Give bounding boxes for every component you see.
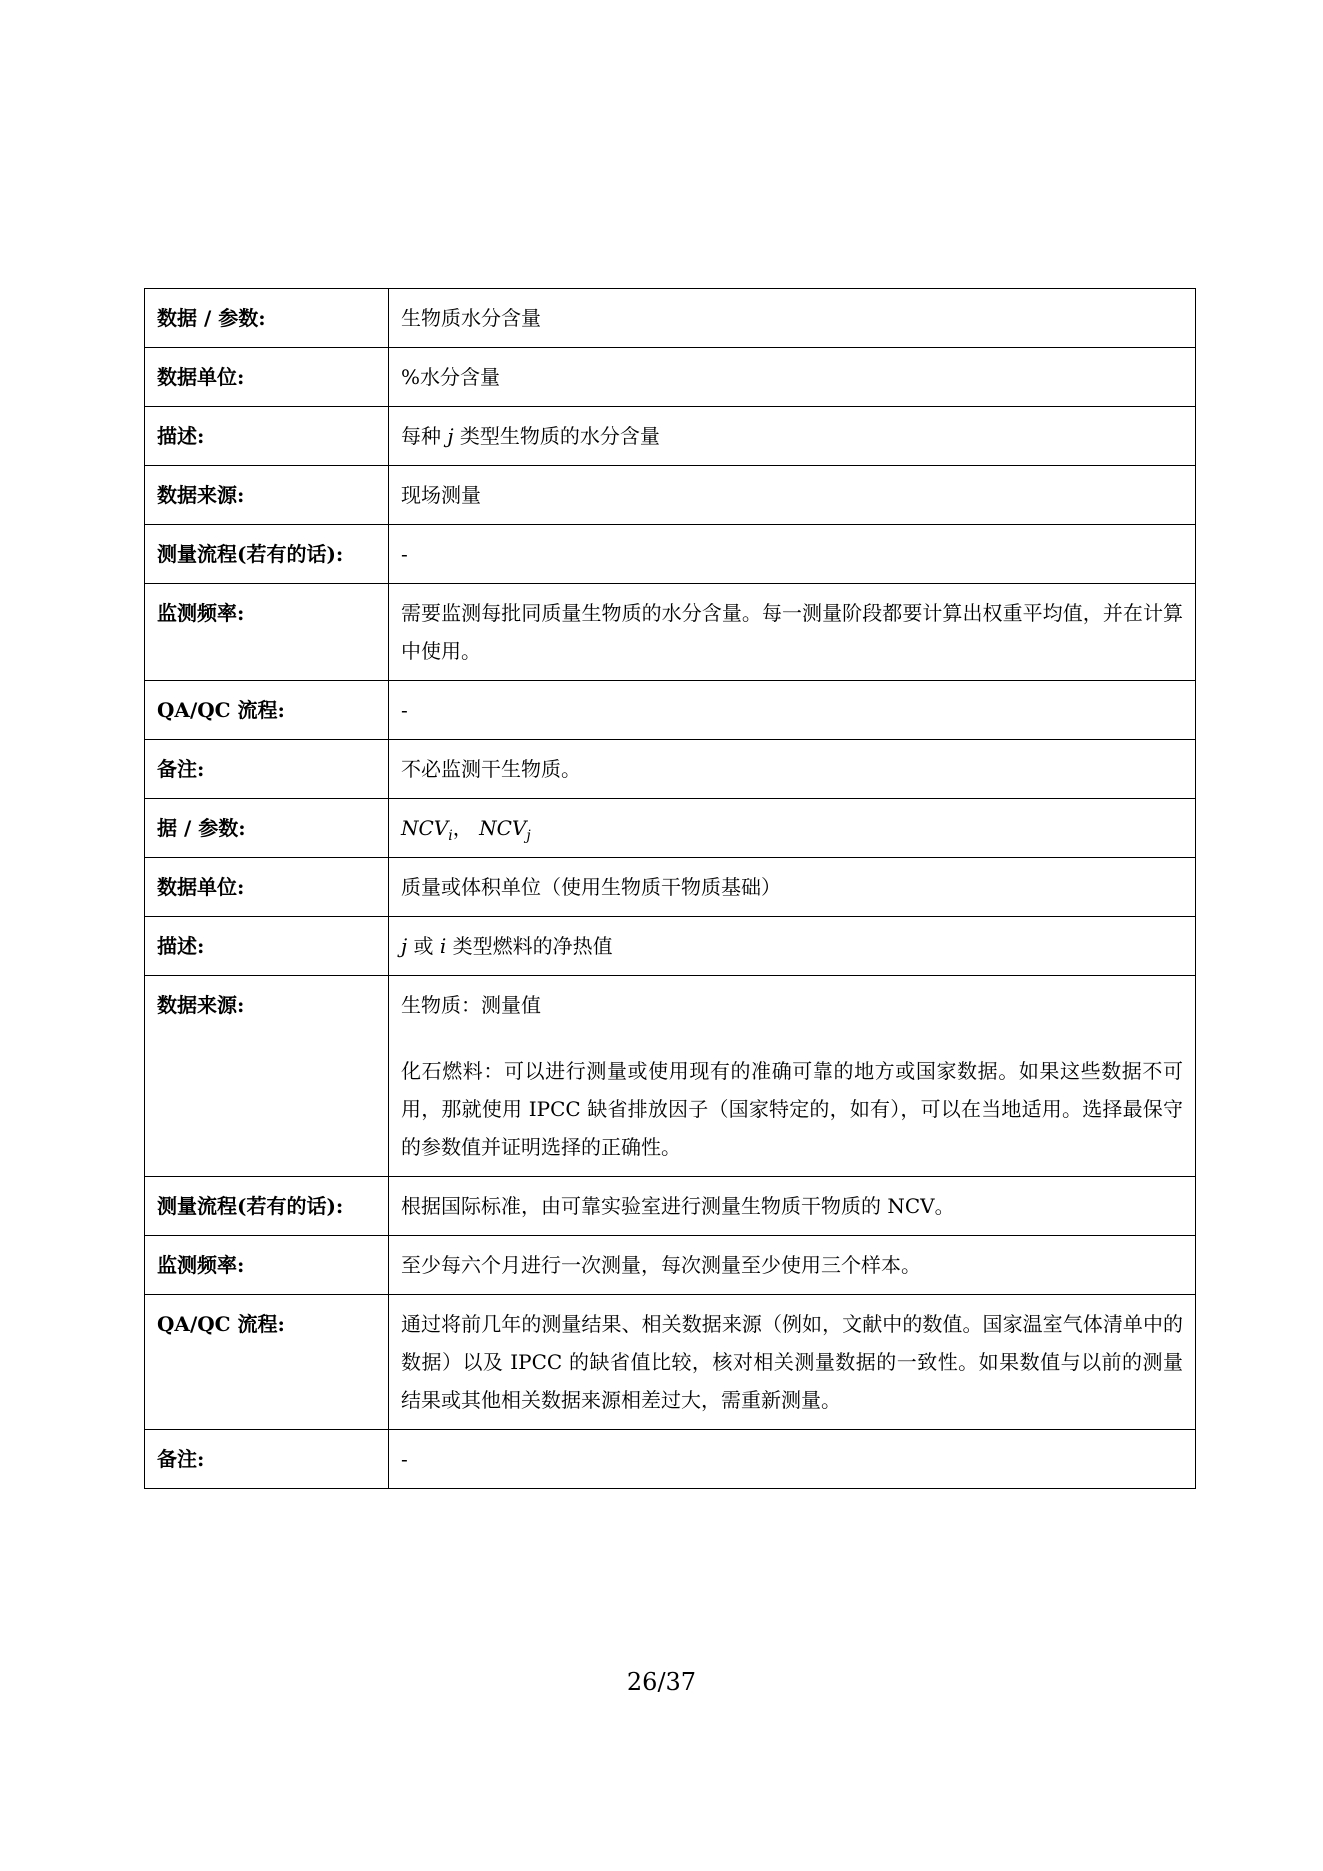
row-value: - [389, 681, 1196, 740]
row-label: 测量流程(若有的话): [145, 1177, 389, 1236]
row-value: 根据国际标准，由可靠实验室进行测量生物质干物质的 NCV。 [389, 1177, 1196, 1236]
table-row [145, 681, 1196, 740]
parameter-table [144, 288, 1196, 1489]
row-value: %水分含量 [389, 348, 1196, 407]
row-value: 质量或体积单位（使用生物质干物质基础） [389, 858, 1196, 917]
ncv-subscript: j [526, 828, 531, 844]
row-label: 备注: [145, 1430, 389, 1489]
row-label: 描述: [145, 917, 389, 976]
row-label: 数据 / 参数: [145, 289, 389, 348]
variable-i: i [439, 934, 447, 958]
row-value: - [389, 525, 1196, 584]
table-row [145, 466, 1196, 525]
row-label: 数据来源: [145, 466, 389, 525]
table-row [145, 1177, 1196, 1236]
row-value: 至少每六个月进行一次测量，每次测量至少使用三个样本。 [389, 1236, 1196, 1295]
row-value: 通过将前几年的测量结果、相关数据来源（例如，文献中的数值。国家温室气体清单中的数据）以及 IPCC 的缺省值比较，核对相关测量数据的一致性。如果数值与以前的测量结果或其他相关数据来源相差过大，需重新测量。 [389, 1295, 1196, 1430]
row-value: 需要监测每批同质量生物质的水分含量。每一测量阶段都要计算出权重平均值，并在计算中使用。 [389, 584, 1196, 681]
row-value [389, 976, 1196, 1177]
table-row [145, 740, 1196, 799]
table-row [145, 1236, 1196, 1295]
table-row [145, 348, 1196, 407]
table-row [145, 407, 1196, 466]
ncv-symbol: NCV [401, 816, 449, 840]
ncv-symbol: NCV [479, 816, 527, 840]
value-paragraph: 化石燃料：可以进行测量或使用现有的准确可靠的地方或国家数据。如果这些数据不可用，那就使用 IPCC 缺省排放因子（国家特定的，如有），可以在当地适用。选择最保守的参数值并证明选择的正确性。 [401, 1059, 1183, 1159]
table-row [145, 525, 1196, 584]
row-label: 监测频率: [145, 584, 389, 681]
table-row [145, 799, 1196, 858]
row-label: 备注: [145, 740, 389, 799]
table-row [145, 1430, 1196, 1489]
row-label: 数据单位: [145, 858, 389, 917]
row-value: - [389, 1430, 1196, 1489]
value-text: 类型生物质的水分含量 [453, 424, 660, 448]
row-value [389, 799, 1196, 858]
separator: ， [452, 816, 480, 840]
table-row [145, 858, 1196, 917]
table-row [145, 1295, 1196, 1430]
row-label: QA/QC 流程: [145, 1295, 389, 1430]
row-label: 测量流程(若有的话): [145, 525, 389, 584]
table-row [145, 917, 1196, 976]
row-label: 监测频率: [145, 1236, 389, 1295]
row-label: QA/QC 流程: [145, 681, 389, 740]
table-row [145, 976, 1196, 1177]
variable-j: j [447, 424, 454, 448]
value-text: 或 [407, 934, 440, 958]
table-row [145, 584, 1196, 681]
row-label: 数据来源: [145, 976, 389, 1177]
row-label: 描述: [145, 407, 389, 466]
value-paragraph: 生物质：测量值 [401, 993, 541, 1017]
page-number: 26/37 [626, 1668, 697, 1696]
row-value [389, 917, 1196, 976]
row-value: 生物质水分含量 [389, 289, 1196, 348]
row-label: 数据单位: [145, 348, 389, 407]
row-value: 现场测量 [389, 466, 1196, 525]
value-text: 每种 [401, 424, 448, 448]
table-row [145, 289, 1196, 348]
row-value [389, 407, 1196, 466]
ncv-subscript: i [448, 828, 453, 844]
variable-j: j [401, 934, 408, 958]
value-text: 类型燃料的净热值 [446, 934, 613, 958]
row-label: 据 / 参数: [145, 799, 389, 858]
row-value: 不必监测干生物质。 [389, 740, 1196, 799]
